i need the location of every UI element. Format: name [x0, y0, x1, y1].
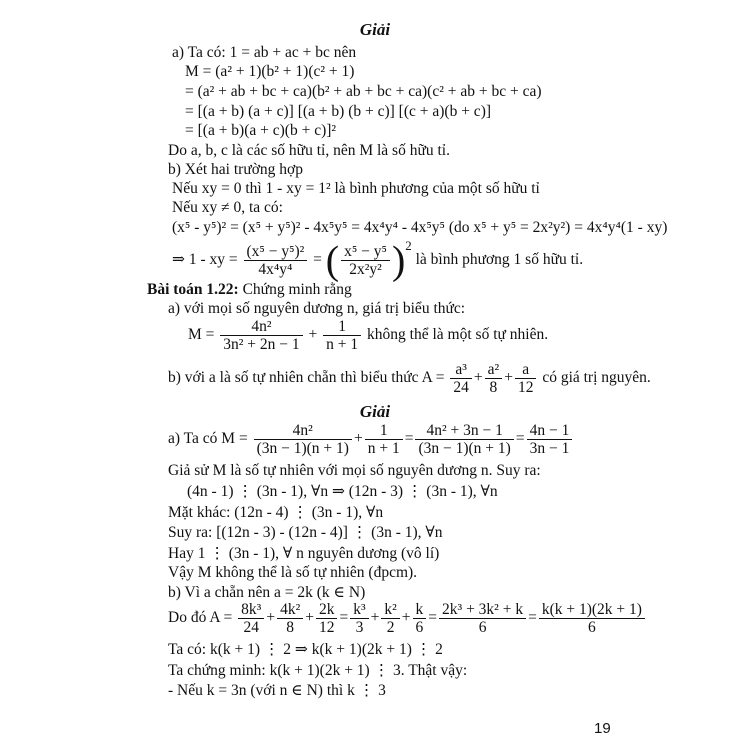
numerator: 4n − 1 [527, 422, 573, 440]
fraction [220, 318, 302, 353]
text-line: Nếu xy = 0 thì 1 - xy = 1² là bình phương của một số hữu tỉ [172, 180, 540, 197]
text-line: - Nếu k = 3n (với n ∈ N) thì k ⋮ 3 [168, 682, 386, 699]
page-number: 19 [594, 720, 611, 737]
text-line: Nếu xy ≠ 0, ta có: [172, 199, 283, 216]
denominator: 6 [478, 618, 487, 636]
solution-heading: Giải [359, 20, 391, 39]
denominator: 4x⁴y⁴ [258, 261, 293, 279]
problem-title-line [147, 281, 352, 299]
denominator: 3n − 1 [529, 439, 570, 457]
denominator: (3n − 1)(n + 1) [418, 439, 511, 457]
right-paren: ) [391, 237, 406, 283]
formula-text: a) Ta có M = [168, 430, 248, 447]
text-line: b) Xét hai trường hợp [168, 161, 303, 178]
formula-text: ⇒ 1 - xy = [172, 251, 238, 269]
problem-title: Bài toán 1.22: [147, 281, 239, 298]
plus-sign: + [308, 326, 318, 343]
formula-text: M = [188, 326, 215, 343]
denominator: 6 [415, 618, 424, 636]
text-line: = (a² + ab + bc + ca)(b² + ab + bc + ca)(c² + ab + bc + ca) [185, 83, 542, 100]
denominator: 24 [243, 618, 259, 636]
formula-text: Do đó A = [168, 609, 233, 626]
denominator: n + 1 [367, 439, 400, 457]
text-line: b) Vì a chẵn nên a = 2k (k ∈ N) [168, 584, 366, 601]
formula-line: b) với a là số tự nhiên chẵn thì biểu thức A = $\frac{\text{a³}}{24}$ + $\frac{\text{a²}}{8}$ + $\frac{a}{12}$ có giá trị nguyên. [168, 360, 651, 396]
text-line: Vậy M không thể là số tự nhiên (đpcm). [168, 564, 418, 581]
formula-text: không thể là một số tự nhiên. [367, 326, 549, 343]
numerator: x⁵ − y⁵ [341, 243, 390, 261]
fraction [341, 243, 390, 278]
denominator: 8 [286, 618, 295, 636]
equals-sign: = [313, 251, 322, 269]
numerator: 4n² [220, 318, 302, 336]
text-line: Suy ra: [(12n - 3) - (12n - 4)] ⋮ (3n - 1), ∀n [168, 524, 443, 541]
numerator: k(k + 1)(2k + 1) [539, 601, 645, 619]
fraction [316, 601, 338, 636]
formula-text: b) với a là số tự nhiên chẵn thì biểu thức A = [168, 369, 445, 386]
numerator: 1 [323, 318, 361, 336]
numerator: 8k³ [238, 601, 264, 619]
text-line: a) với mọi số nguyên dương n, giá trị biểu thức: [168, 300, 466, 317]
denominator: 12 [517, 378, 534, 396]
fraction [323, 318, 361, 353]
numerator: a [515, 361, 537, 379]
text-line: Mặt khác: (12n - 4) ⋮ (3n - 1), ∀n [168, 504, 384, 521]
numerator: (x⁵ − y⁵)² [244, 243, 308, 261]
numerator: 4n² [254, 422, 352, 440]
numerator: 2k³ + 3k² + k [439, 601, 526, 619]
fraction [350, 601, 368, 636]
fraction [439, 601, 526, 636]
numerator: 1 [365, 422, 403, 440]
formula-line [188, 315, 548, 355]
numerator: k² [381, 601, 399, 619]
formula-line: Do đó A = $\frac{\text{8k³}}{24}$ + $\frac{\text{4k²}}{8}$ + $\frac{2k}{12}$ = $\frac{\text{k³}}{3}$ + $\frac{\text{k²}}{2}$ + $\frac{k}{6}$ = $\frac{\text{2k³ + 3k² + k}}{6}$ = $\frac{k(k + 1)(2k + 1)}{6}$ [168, 598, 647, 638]
denominator: (3n − 1)(n + 1) [256, 439, 349, 457]
numerator: 4k² [277, 601, 303, 619]
denominator: 12 [318, 618, 335, 636]
fraction [277, 601, 303, 636]
denominator: 2x²y² [349, 261, 382, 279]
numerator: k³ [350, 601, 368, 619]
formula-text: là bình phương 1 số hữu tỉ. [415, 251, 584, 269]
solution-heading: Giải [359, 402, 391, 421]
text-line: M = (a² + 1)(b² + 1)(c² + 1) [185, 63, 355, 80]
fraction [254, 422, 352, 457]
denominator: 24 [453, 378, 469, 396]
text-line: Ta có: k(k + 1) ⋮ 2 ⇒ k(k + 1)(2k + 1) ⋮ 2 [168, 641, 443, 658]
text-line: a) Ta có: 1 = ab + ac + bc nên [172, 44, 357, 61]
left-paren: ( [325, 237, 340, 283]
fraction [539, 601, 645, 636]
denominator: 2 [386, 618, 395, 636]
denominator: 8 [489, 378, 498, 396]
fraction [365, 422, 403, 457]
formula-text: có giá trị nguyên. [542, 369, 651, 386]
denominator: 3n² + 2n − 1 [223, 335, 300, 353]
fraction [238, 601, 264, 636]
fraction [415, 422, 513, 457]
denominator: 3 [355, 618, 364, 636]
denominator: 6 [588, 618, 596, 636]
text-line: (4n - 1) ⋮ (3n - 1), ∀n ⇒ (12n - 3) ⋮ (3n - 1), ∀n [187, 483, 498, 500]
text-line: Do a, b, c là các số hữu tỉ, nên M là số hữu tỉ. [168, 142, 450, 159]
fraction [515, 361, 537, 396]
text-line: = [(a + b) (a + c)] [(a + b) (b + c)] [(c + a)(b + c)] [185, 103, 492, 120]
text-line: = [(a + b)(a + c)(b + c)]² [185, 122, 337, 139]
numerator: 2k [316, 601, 338, 619]
denominator: n + 1 [326, 335, 359, 353]
numerator: a³ [450, 361, 472, 379]
fraction [413, 601, 427, 636]
numerator: k [413, 601, 427, 619]
formula-line: ⇒ 1 - xy = $\frac{\text{(x⁵ − y⁵)²}}{\text{4x⁴y⁴}}$ = ( $\frac{\text{x⁵ − y⁵}}{\text{2x²y²}}$ )$^2$ là bình phương 1 số hữu tỉ. [172, 237, 584, 283]
text-line: Giả sử M là số tự nhiên với mọi số nguyên dương n. Suy ra: [168, 462, 541, 479]
problem-title-rest: Chứng minh rằng [242, 281, 352, 298]
numerator: 4n² + 3n − 1 [415, 422, 513, 440]
text-line: Hay 1 ⋮ (3n - 1), ∀ n nguyên dương (vô lí) [168, 545, 440, 562]
fraction [485, 361, 503, 396]
numerator: a² [485, 361, 503, 379]
fraction [450, 361, 472, 396]
fraction [527, 422, 573, 457]
text-line: (x⁵ - y⁵)² = (x⁵ + y⁵)² - 4x⁵y⁵ = 4x⁴y⁴ - 4x⁵y⁵ (do x⁵ + y⁵ = 2x²y²) = 4x⁴y⁴(1 - xy) [172, 219, 668, 236]
formula-line: a) Ta có M = $\frac{\text{4n²}}{(3n - 1)(n + 1)}$ + $\frac{1}{n + 1}$ = $\frac{\text{4n² + 3n − 1}}{(3n - 1)(n + 1)}$ = $\frac{4n - 1}{3n - 1}$ [168, 419, 574, 459]
fraction [381, 601, 399, 636]
text-line: Ta chứng minh: k(k + 1)(2k + 1) ⋮ 3. Thật vậy: [168, 662, 468, 679]
fraction [244, 243, 308, 278]
